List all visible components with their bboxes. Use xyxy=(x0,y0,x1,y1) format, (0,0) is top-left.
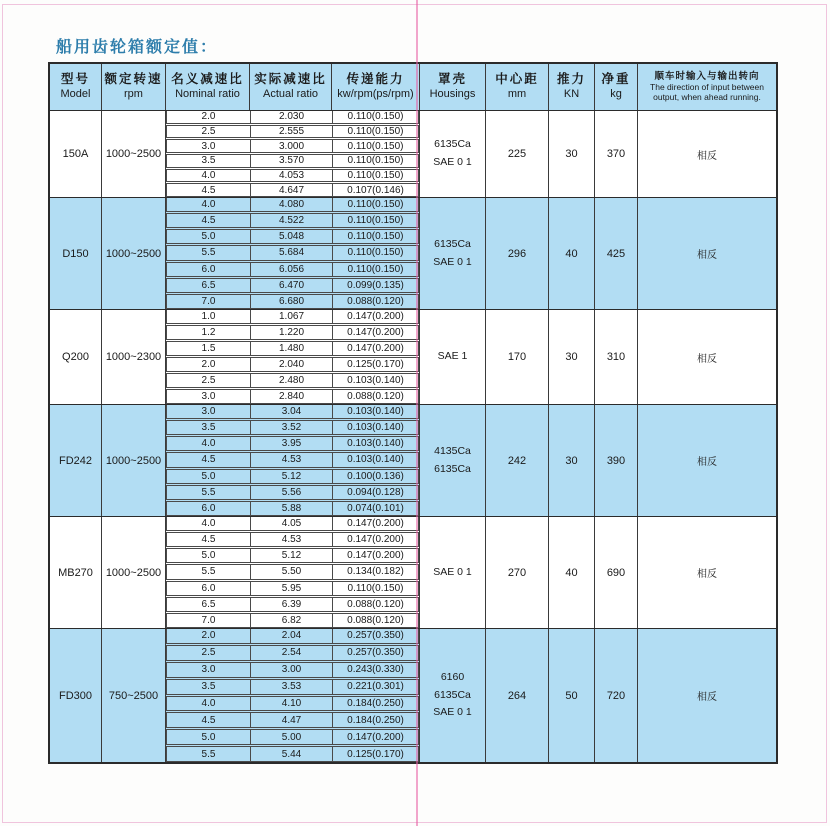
model-group-Q200 xyxy=(50,310,776,405)
column-header-capacity xyxy=(332,64,420,110)
nominal-ratio-value: 3.5 xyxy=(167,680,251,694)
nominal-ratio-value: 3.0 xyxy=(167,390,251,403)
column-header-model xyxy=(50,64,102,110)
capacity-value: 0.147(0.200) xyxy=(347,327,404,338)
actual-ratio-value: 4.080 xyxy=(251,198,333,211)
housing-line: 4135Ca xyxy=(434,444,471,457)
column-header-zh: 中心距 xyxy=(495,72,539,87)
housings-cell xyxy=(420,629,486,762)
column-header-en: Housings xyxy=(429,87,476,100)
capacity-value: 0.110(0.150) xyxy=(347,247,404,259)
column-header-weight xyxy=(595,64,638,110)
nominal-ratio-value: 5.0 xyxy=(167,730,251,744)
rpm-range-cell: 1000~2500 xyxy=(102,405,166,516)
actual-ratio-value: 2.04 xyxy=(251,629,333,643)
weight-cell: 370 xyxy=(595,111,638,197)
model-group-MB270 xyxy=(50,517,776,629)
nominal-ratio-value: 6.5 xyxy=(167,279,251,292)
thrust-cell: 30 xyxy=(549,111,595,197)
capacity-value: 0.110(0.150) xyxy=(347,263,404,275)
ratio-row xyxy=(166,139,419,153)
capacity-value: 0.147(0.200) xyxy=(347,534,404,546)
capacity-value: 0.134(0.182) xyxy=(347,566,404,578)
direction-cell xyxy=(638,198,776,309)
rpm-range-cell: 1000~2500 xyxy=(102,111,166,197)
capacity-value: 0.110(0.150) xyxy=(347,215,404,227)
nominal-ratio-value: 4.5 xyxy=(167,533,251,546)
actual-ratio-value: 3.00 xyxy=(251,663,333,677)
center-distance-cell: 270 xyxy=(486,517,549,628)
column-header-zh: 推力 xyxy=(556,72,586,87)
actual-ratio-value: 6.680 xyxy=(251,295,333,308)
nominal-ratio-value: 3.0 xyxy=(167,140,251,152)
direction-cell xyxy=(638,629,776,762)
nominal-ratio-value: 5.0 xyxy=(167,549,251,562)
direction-text: 相反 xyxy=(697,250,717,261)
ratio-row xyxy=(166,645,419,661)
ratio-row xyxy=(166,169,419,183)
weight-cell: 720 xyxy=(595,629,638,762)
actual-ratio-value: 6.470 xyxy=(251,279,333,292)
column-header-zh: 名义减速比 xyxy=(171,72,244,87)
housing-line: SAE 0 1 xyxy=(433,565,472,578)
ratio-row xyxy=(166,262,419,277)
column-header-en: kw/rpm(ps/rpm) xyxy=(337,87,414,100)
housing-line: SAE 0 1 xyxy=(433,706,472,719)
actual-ratio-value: 6.056 xyxy=(251,263,333,276)
ratio-row xyxy=(166,517,419,531)
ratio-row xyxy=(166,373,419,388)
capacity-value: 0.088(0.120) xyxy=(347,391,404,402)
actual-ratio-value: 2.040 xyxy=(251,358,333,371)
housings-cell xyxy=(420,310,486,404)
ratio-row xyxy=(166,125,419,139)
nominal-ratio-value: 2.0 xyxy=(167,111,251,123)
rpm-range-cell: 1000~2300 xyxy=(102,310,166,404)
nominal-ratio-value: 5.5 xyxy=(167,565,251,578)
column-header-zh: 传递能力 xyxy=(346,72,405,87)
actual-ratio-value: 2.840 xyxy=(251,390,333,403)
column-header-actual-ratio xyxy=(250,64,332,110)
model-group-150A xyxy=(50,111,776,198)
capacity-value: 0.088(0.120) xyxy=(347,295,404,307)
ratio-row xyxy=(166,679,419,695)
weight-cell: 310 xyxy=(595,310,638,404)
ratio-row xyxy=(166,183,419,197)
nominal-ratio-value: 4.0 xyxy=(167,697,251,711)
ratio-row xyxy=(166,213,419,228)
page-title: 船用齿轮箱额定值： xyxy=(56,39,219,56)
actual-ratio-value: 5.12 xyxy=(251,549,333,562)
nominal-ratio-value: 4.0 xyxy=(167,170,251,182)
actual-ratio-value: 3.53 xyxy=(251,680,333,694)
capacity-value: 0.088(0.120) xyxy=(347,598,404,610)
capacity-value: 0.125(0.170) xyxy=(347,748,404,760)
actual-ratio-value: 5.95 xyxy=(251,582,333,595)
ratio-row xyxy=(166,405,419,419)
nominal-ratio-value: 5.0 xyxy=(167,470,251,483)
ratio-row xyxy=(166,564,419,579)
actual-ratio-value: 1.067 xyxy=(251,310,333,323)
nominal-ratio-value: 5.0 xyxy=(167,230,251,243)
nominal-ratio-value: 6.0 xyxy=(167,582,251,595)
ratio-row xyxy=(166,613,419,628)
capacity-value: 0.243(0.330) xyxy=(347,664,404,676)
housing-line: SAE 1 xyxy=(437,350,468,363)
nominal-ratio-value: 3.0 xyxy=(167,663,251,677)
actual-ratio-value: 4.53 xyxy=(251,453,333,466)
actual-ratio-value: 5.12 xyxy=(251,470,333,483)
model-group-FD300 xyxy=(50,629,776,762)
capacity-value: 0.103(0.140) xyxy=(347,438,404,450)
model-group-FD242 xyxy=(50,405,776,517)
actual-ratio-value: 4.47 xyxy=(251,713,333,727)
column-header-zh: 净重 xyxy=(601,72,631,87)
nominal-ratio-value: 4.5 xyxy=(167,184,251,196)
actual-ratio-value: 2.54 xyxy=(251,646,333,660)
actual-ratio-value: 4.10 xyxy=(251,697,333,711)
nominal-ratio-value: 6.0 xyxy=(167,263,251,276)
nominal-ratio-value: 1.5 xyxy=(167,342,251,355)
direction-text: 相反 xyxy=(697,569,717,580)
ratio-row xyxy=(166,452,419,467)
nominal-ratio-value: 4.5 xyxy=(167,214,251,227)
thrust-cell: 40 xyxy=(549,517,595,628)
capacity-value: 0.221(0.301) xyxy=(347,681,404,693)
direction-cell xyxy=(638,517,776,628)
column-header-en: The direction of input between output, when ahead running. xyxy=(650,82,764,102)
nominal-ratio-value: 4.5 xyxy=(167,453,251,466)
column-header-direction xyxy=(638,64,776,110)
ratio-row xyxy=(166,662,419,678)
actual-ratio-value: 3.52 xyxy=(251,421,333,434)
model-group-D150 xyxy=(50,198,776,310)
nominal-ratio-value: 1.0 xyxy=(167,310,251,323)
rpm-range-cell: 1000~2500 xyxy=(102,198,166,309)
center-distance-cell: 242 xyxy=(486,405,549,516)
ratio-row xyxy=(166,154,419,168)
column-header-center-distance xyxy=(486,64,549,110)
actual-ratio-value: 3.000 xyxy=(251,140,333,152)
column-header-housings xyxy=(420,64,486,110)
rpm-range-cell: 750~2500 xyxy=(102,629,166,762)
capacity-value: 0.257(0.350) xyxy=(347,647,404,659)
nominal-ratio-value: 5.5 xyxy=(167,486,251,499)
ratio-subtable xyxy=(166,111,420,197)
housing-line: 6135Ca xyxy=(434,462,471,475)
actual-ratio-value: 4.53 xyxy=(251,533,333,546)
center-distance-cell: 225 xyxy=(486,111,549,197)
housings-cell xyxy=(420,198,486,309)
ratio-subtable xyxy=(166,405,420,516)
ratio-subtable xyxy=(166,310,420,404)
actual-ratio-value: 6.39 xyxy=(251,598,333,611)
actual-ratio-value: 5.00 xyxy=(251,730,333,744)
ratio-row xyxy=(166,198,419,212)
direction-cell xyxy=(638,405,776,516)
ratio-row xyxy=(166,746,419,762)
capacity-value: 0.110(0.150) xyxy=(347,126,404,137)
capacity-value: 0.110(0.150) xyxy=(347,231,404,243)
capacity-value: 0.103(0.140) xyxy=(347,454,404,466)
capacity-value: 0.099(0.135) xyxy=(347,279,404,291)
ratio-row xyxy=(166,325,419,340)
capacity-value: 0.110(0.150) xyxy=(347,170,404,182)
nominal-ratio-value: 2.5 xyxy=(167,126,251,138)
ratio-subtable xyxy=(166,198,420,309)
nominal-ratio-value: 2.0 xyxy=(167,358,251,371)
center-distance-cell: 170 xyxy=(486,310,549,404)
center-distance-cell: 264 xyxy=(486,629,549,762)
capacity-value: 0.103(0.140) xyxy=(347,406,404,418)
thrust-cell: 30 xyxy=(549,405,595,516)
capacity-value: 0.110(0.150) xyxy=(347,582,404,594)
capacity-value: 0.125(0.170) xyxy=(347,359,404,370)
actual-ratio-value: 6.82 xyxy=(251,614,333,627)
ratio-row xyxy=(166,229,419,244)
center-distance-cell: 296 xyxy=(486,198,549,309)
column-header-rpm xyxy=(102,64,166,110)
column-header-en: kg xyxy=(610,87,622,100)
housing-line: 6135Ca xyxy=(434,688,471,701)
ratio-row xyxy=(166,485,419,500)
nominal-ratio-value: 7.0 xyxy=(167,295,251,308)
actual-ratio-value: 2.480 xyxy=(251,374,333,387)
capacity-value: 0.094(0.128) xyxy=(347,486,404,498)
housing-line: SAE 0 1 xyxy=(433,255,472,268)
weight-cell: 390 xyxy=(595,405,638,516)
actual-ratio-value: 4.05 xyxy=(251,517,333,530)
thrust-cell: 50 xyxy=(549,629,595,762)
table-body xyxy=(50,111,776,762)
ratio-row xyxy=(166,548,419,563)
column-header-zh: 实际减速比 xyxy=(254,72,327,87)
model-cell: D150 xyxy=(50,198,102,309)
ratio-row xyxy=(166,245,419,260)
thrust-cell: 30 xyxy=(549,310,595,404)
nominal-ratio-value: 1.2 xyxy=(167,326,251,339)
ratio-row xyxy=(166,357,419,372)
rpm-range-cell: 1000~2500 xyxy=(102,517,166,628)
capacity-value: 0.257(0.350) xyxy=(347,630,404,642)
capacity-value: 0.103(0.140) xyxy=(347,375,404,386)
nominal-ratio-value: 2.5 xyxy=(167,646,251,660)
nominal-ratio-value: 7.0 xyxy=(167,614,251,627)
actual-ratio-value: 5.44 xyxy=(251,747,333,761)
nominal-ratio-value: 5.5 xyxy=(167,747,251,761)
direction-text: 相反 xyxy=(697,150,717,162)
capacity-value: 0.074(0.101) xyxy=(347,502,404,514)
actual-ratio-value: 5.56 xyxy=(251,486,333,499)
ratio-row xyxy=(166,436,419,451)
actual-ratio-value: 3.95 xyxy=(251,437,333,450)
ratio-row xyxy=(166,469,419,484)
capacity-value: 0.088(0.120) xyxy=(347,614,404,626)
model-cell: FD242 xyxy=(50,405,102,516)
nominal-ratio-value: 3.5 xyxy=(167,421,251,434)
housings-cell xyxy=(420,405,486,516)
ratio-row xyxy=(166,729,419,745)
weight-cell: 425 xyxy=(595,198,638,309)
ratio-row xyxy=(166,696,419,712)
capacity-value: 0.184(0.250) xyxy=(347,697,404,709)
capacity-value: 0.147(0.200) xyxy=(347,343,404,354)
capacity-value: 0.110(0.150) xyxy=(347,199,404,211)
weight-cell: 690 xyxy=(595,517,638,628)
nominal-ratio-value: 6.0 xyxy=(167,502,251,515)
ratio-row xyxy=(166,294,419,309)
direction-cell xyxy=(638,310,776,404)
actual-ratio-value: 4.647 xyxy=(251,184,333,196)
ratio-row xyxy=(166,341,419,356)
actual-ratio-value: 1.220 xyxy=(251,326,333,339)
nominal-ratio-value: 5.5 xyxy=(167,246,251,259)
ratio-row xyxy=(166,310,419,324)
ratio-subtable xyxy=(166,517,420,628)
actual-ratio-value: 5.048 xyxy=(251,230,333,243)
model-cell: Q200 xyxy=(50,310,102,404)
housings-cell xyxy=(420,517,486,628)
actual-ratio-value: 1.480 xyxy=(251,342,333,355)
ratio-subtable xyxy=(166,629,420,762)
column-header-en: KN xyxy=(563,87,580,100)
direction-text: 相反 xyxy=(697,353,717,365)
nominal-ratio-value: 3.0 xyxy=(167,405,251,418)
model-cell: 150A xyxy=(50,111,102,197)
nominal-ratio-value: 2.0 xyxy=(167,629,251,643)
nominal-ratio-value: 3.5 xyxy=(167,155,251,167)
capacity-value: 0.110(0.150) xyxy=(347,155,404,167)
capacity-value: 0.147(0.200) xyxy=(347,518,404,530)
capacity-value: 0.107(0.146) xyxy=(347,184,404,196)
column-header-en: Model xyxy=(60,87,91,100)
actual-ratio-value: 4.053 xyxy=(251,170,333,182)
housing-line: 6160 xyxy=(440,670,465,683)
nominal-ratio-value: 4.0 xyxy=(167,198,251,211)
column-header-zh: 顺车时输入与输出转向 xyxy=(654,71,760,83)
ratio-row xyxy=(166,501,419,516)
ratio-row xyxy=(166,712,419,728)
capacity-value: 0.147(0.200) xyxy=(347,550,404,562)
capacity-value: 0.110(0.150) xyxy=(347,140,404,152)
direction-text: 相反 xyxy=(697,692,717,703)
ratio-row xyxy=(166,597,419,612)
gearbox-ratings-table xyxy=(48,62,778,764)
capacity-value: 0.147(0.200) xyxy=(347,311,404,322)
capacity-value: 0.103(0.140) xyxy=(347,422,404,434)
ratio-row xyxy=(166,532,419,547)
ratio-row xyxy=(166,389,419,404)
capacity-value: 0.110(0.150) xyxy=(347,111,404,123)
housing-line: SAE 0 1 xyxy=(433,156,472,168)
actual-ratio-value: 5.684 xyxy=(251,246,333,259)
actual-ratio-value: 3.570 xyxy=(251,155,333,167)
model-cell: FD300 xyxy=(50,629,102,762)
capacity-value: 0.100(0.136) xyxy=(347,470,404,482)
column-header-en: mm xyxy=(507,87,527,100)
actual-ratio-value: 3.04 xyxy=(251,405,333,418)
direction-text: 相反 xyxy=(697,457,717,468)
model-cell: MB270 xyxy=(50,517,102,628)
actual-ratio-value: 2.030 xyxy=(251,111,333,123)
direction-cell xyxy=(638,111,776,197)
nominal-ratio-value: 4.5 xyxy=(167,713,251,727)
column-header-zh: 型号 xyxy=(60,72,90,87)
column-header-en: Actual ratio xyxy=(262,87,319,100)
ratio-row xyxy=(166,581,419,596)
ratio-row xyxy=(166,278,419,293)
housing-line: 6135Ca xyxy=(434,138,471,151)
actual-ratio-value: 5.88 xyxy=(251,502,333,515)
table-header-row xyxy=(50,64,776,111)
nominal-ratio-value: 6.5 xyxy=(167,598,251,611)
column-header-en: Nominal ratio xyxy=(175,87,240,100)
column-header-en: rpm xyxy=(124,87,143,100)
ratio-row xyxy=(166,629,419,644)
actual-ratio-value: 5.50 xyxy=(251,565,333,578)
column-header-thrust xyxy=(549,64,595,110)
nominal-ratio-value: 4.0 xyxy=(167,517,251,530)
housings-cell xyxy=(420,111,486,197)
column-header-zh: 额定转速 xyxy=(104,72,163,87)
column-header-nominal-ratio xyxy=(166,64,250,110)
actual-ratio-value: 4.522 xyxy=(251,214,333,227)
capacity-value: 0.147(0.200) xyxy=(347,731,404,743)
housing-line: 6135Ca xyxy=(434,237,471,250)
nominal-ratio-value: 4.0 xyxy=(167,437,251,450)
capacity-value: 0.184(0.250) xyxy=(347,714,404,726)
ratio-row xyxy=(166,420,419,435)
column-header-zh: 罩壳 xyxy=(437,72,467,87)
thrust-cell: 40 xyxy=(549,198,595,309)
ratio-row xyxy=(166,111,419,124)
nominal-ratio-value: 2.5 xyxy=(167,374,251,387)
actual-ratio-value: 2.555 xyxy=(251,126,333,138)
